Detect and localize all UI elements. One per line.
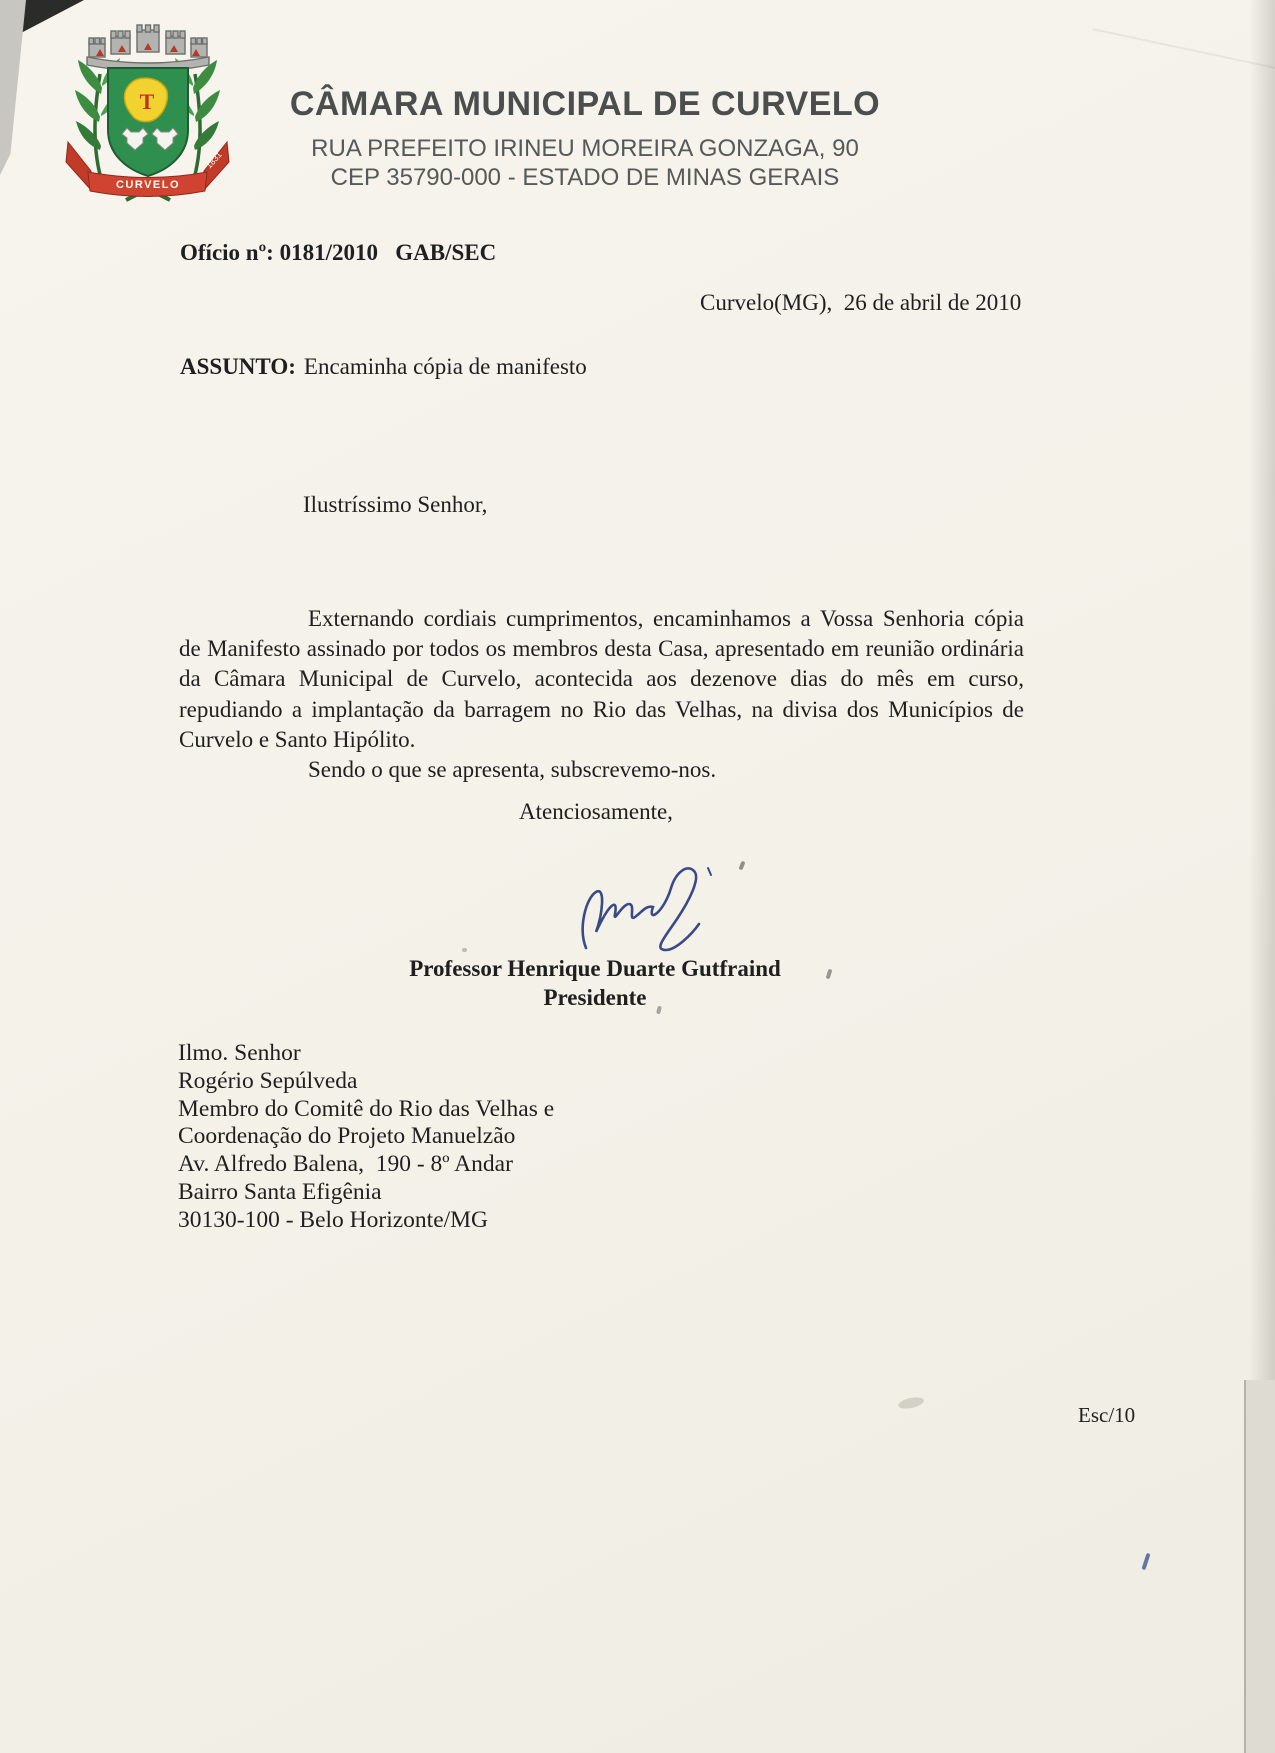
letterhead (245, 84, 925, 192)
body-paragraph-2: Sendo o que se apresenta, subscrevemo-nos. (308, 757, 717, 783)
scan-edge-artifact (0, 0, 26, 175)
scan-paper-edge-line (1244, 1380, 1246, 1753)
curvelo-coat-of-arms (60, 22, 235, 202)
recipient-line: Coordenação do Projeto Manuelzão (178, 1123, 516, 1150)
shield-letter: T (139, 89, 155, 114)
pen-mark (1141, 1553, 1150, 1570)
signature-handwriting (568, 858, 738, 963)
closing-phrase: Atenciosamente, (519, 799, 673, 824)
body-paragraph-1: Externando cordiais cumprimentos, encaminhamos a Vossa Senhoria cópia de Manifesto assinado por todos os membros desta Casa, apresentado em reunião ordinária da Câmara Municipal de Curvelo, acontecida aos dezenove dias do mês em curso, repudiando a implantação da barragem no Rio das Velhas, na divisa dos Municípios de Curvelo e Santo Hipólito. (179, 606, 1024, 752)
recipient-line: Av. Alfredo Balena, 190 - 8º Andar (178, 1151, 513, 1178)
ink-speck (462, 948, 467, 952)
subject-text: Encaminha cópia de manifesto (303, 354, 587, 379)
file-reference-code: Esc/10 (1078, 1403, 1136, 1427)
letter-body (179, 604, 1024, 785)
signer-title: Presidente (543, 985, 647, 1010)
ribbon-year-text: 1831 (203, 149, 224, 171)
subject-label: ASSUNTO: (180, 354, 296, 379)
recipient-line: Membro do Comitê do Rio das Velhas e (178, 1095, 555, 1122)
salutation: Ilustríssimo Senhor, (303, 492, 488, 517)
org-address-line1: RUA PREFEITO IRINEU MOREIRA GONZAGA, 90 (311, 135, 859, 162)
recipient-address (178, 1040, 554, 1235)
scan-paper-edge-bg (1246, 1380, 1275, 1753)
paper-crease (1092, 28, 1275, 78)
recipient-line: Ilmo. Senhor (178, 1040, 301, 1066)
recipient-line: Bairro Santa Efigênia (178, 1178, 382, 1205)
signer-block (330, 954, 860, 1012)
ink-speck (738, 861, 745, 871)
place-date-line: Curvelo(MG), 26 de abril de 2010 (700, 290, 1022, 315)
org-address-line2: CEP 35790-000 - ESTADO DE MINAS GERAIS (330, 164, 840, 191)
ribbon-name-text: CURVELO (115, 179, 181, 191)
org-name: CÂMARA MUNICIPAL DE CURVELO (289, 85, 881, 123)
oficio-number-line: Ofício nº: 0181/2010 GAB/SEC (180, 240, 497, 265)
subject-line (180, 354, 587, 380)
recipient-line: 30130-100 - Belo Horizonte/MG (178, 1206, 489, 1233)
scan-smudge (897, 1395, 925, 1410)
recipient-line: Rogério Sepúlveda (178, 1067, 358, 1094)
ink-speck (656, 1006, 662, 1015)
signer-name: Professor Henrique Duarte Gutfraind (409, 956, 781, 981)
